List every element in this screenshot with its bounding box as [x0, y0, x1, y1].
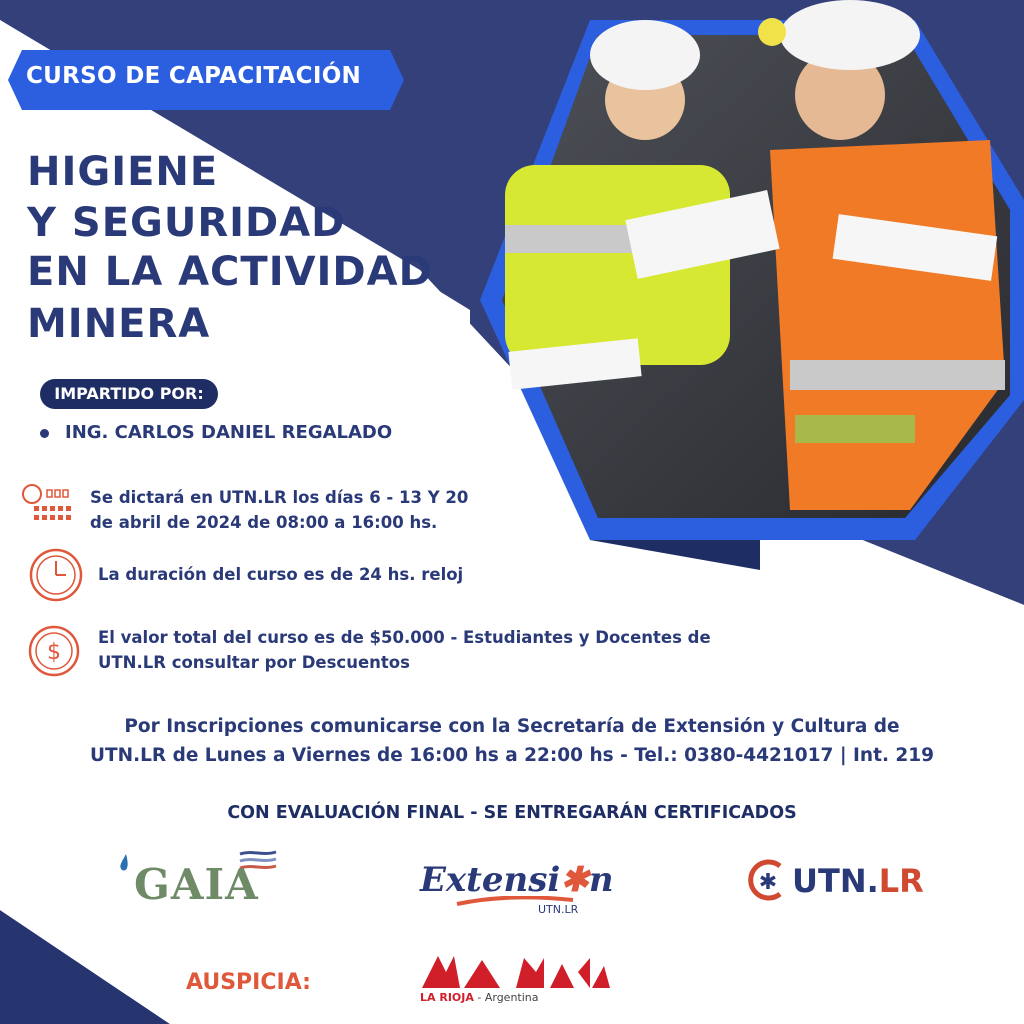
- rioja-logo-text: LA RIOJA - Argentina: [420, 991, 539, 1004]
- calendar-icon: [20, 484, 76, 530]
- helmet-left: [590, 20, 700, 90]
- extension-logo-sub: UTN.LR: [538, 903, 579, 916]
- instructor-label: IMPARTIDO POR:: [40, 379, 218, 409]
- utn-logo: [744, 858, 788, 902]
- title-line-3: EN LA ACTIVIDAD: [27, 249, 433, 295]
- schedule-text: Se dictará en UTN.LR los días 6 - 13 Y 20 de abril de 2024 de 08:00 a 16:00 hs.: [90, 488, 469, 532]
- helmet-right: [780, 0, 920, 70]
- instructor-item: [40, 422, 392, 443]
- certificate-note: CON EVALUACIÓN FINAL - SE ENTREGARÁN CERTIFICADOS: [227, 803, 797, 823]
- rioja-logo: [420, 952, 610, 992]
- price-text: El valor total del curso es de $50.000 - Estudiantes y Docentes de UTN.LR consultar por Descuentos: [98, 628, 711, 672]
- sponsor-label: AUSPICIA:: [186, 970, 311, 995]
- title-line-1: HIGIENE: [27, 149, 219, 195]
- title-line-4: MINERA: [27, 301, 211, 347]
- clock-icon: [28, 547, 84, 603]
- svg-text:$: $: [47, 640, 61, 665]
- utn-logo-text: UTN.LR: [792, 862, 924, 900]
- instructor-name: ING. CARLOS DANIEL REGALADO: [65, 422, 393, 443]
- contact-info: Por Inscripciones comunicarse con la Secretaría de Extensión y Cultura de UTN.LR de Lunes a Viernes de 16:00 hs a 22:00 hs - Tel.: 0380-4421017 | Int. 219: [89, 716, 935, 766]
- course-badge: CURSO DE CAPACITACIÓN: [26, 63, 362, 89]
- dollar-icon: [27, 624, 81, 678]
- svg-text:✱: ✱: [758, 870, 778, 895]
- gaia-logo-text: GAIA: [134, 860, 259, 909]
- extension-logo: Extensi✱n: [420, 860, 614, 900]
- title-line-2: Y SEGURIDAD: [27, 200, 346, 246]
- duration-text: La duración del curso es de 24 hs. reloj: [98, 565, 464, 584]
- bullet-dot: [40, 429, 49, 438]
